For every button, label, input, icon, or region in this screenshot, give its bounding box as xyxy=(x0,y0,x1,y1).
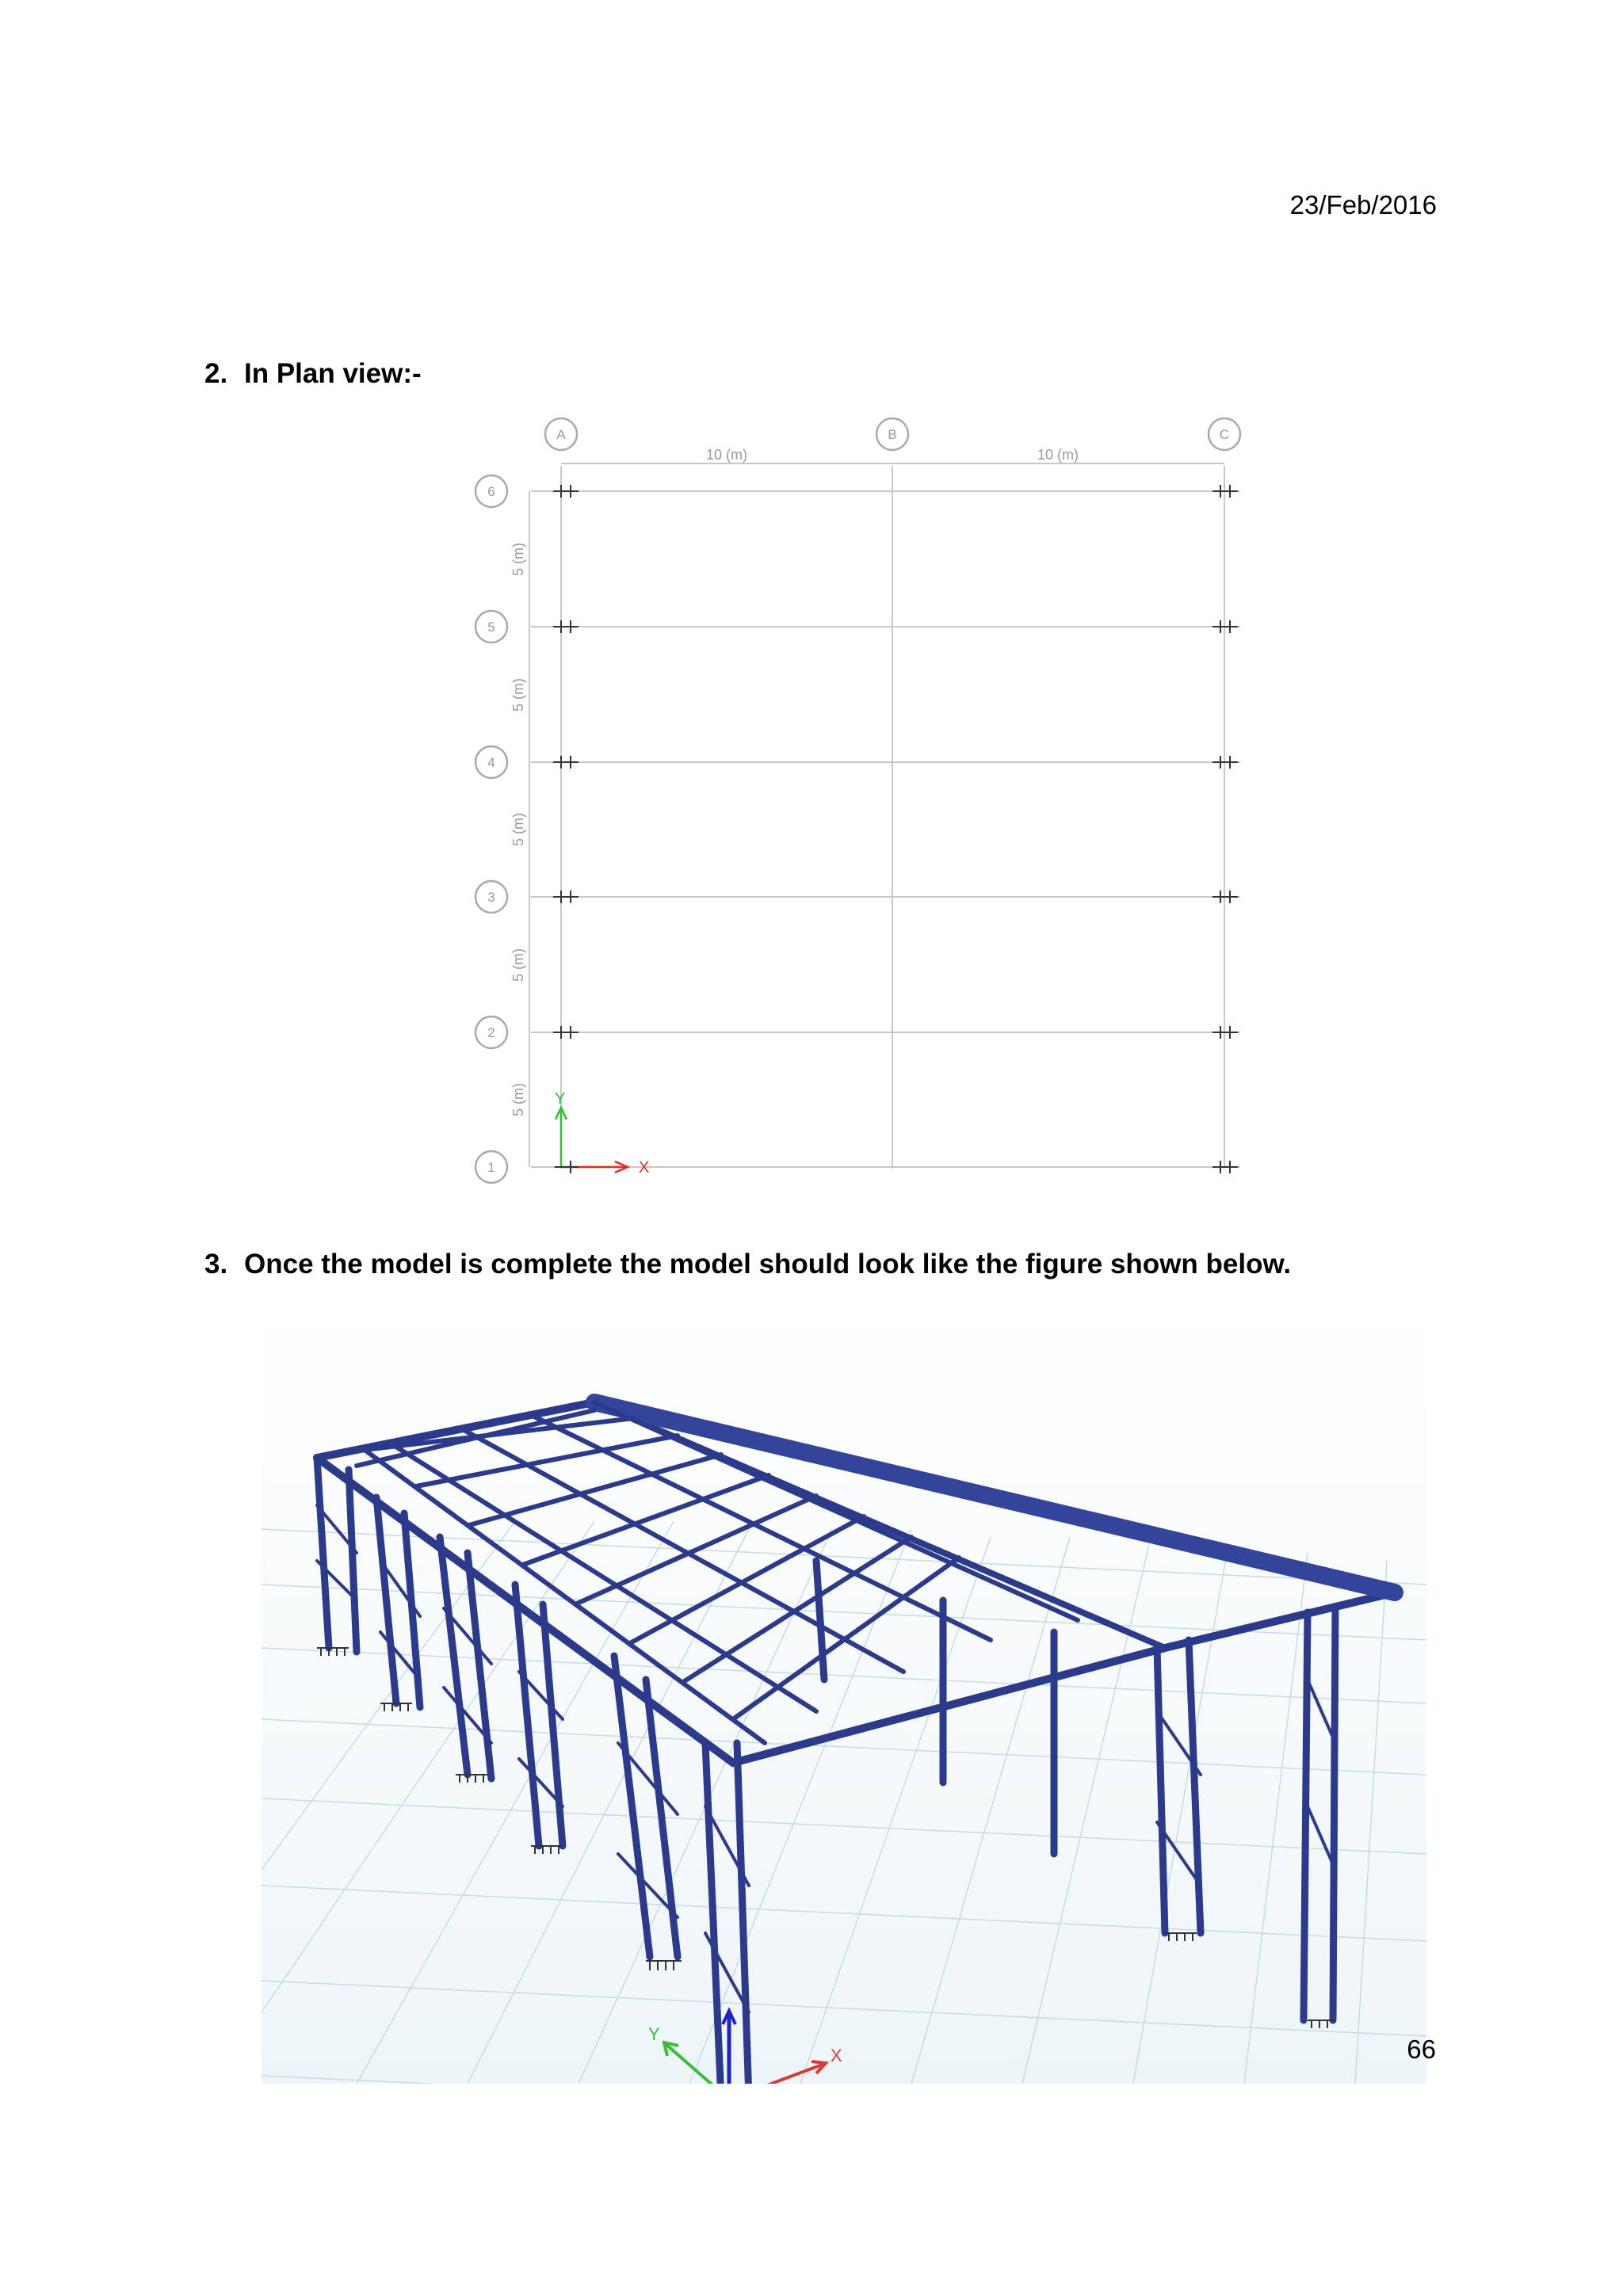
page-number: 66 xyxy=(1407,2035,1436,2064)
section-heading-model xyxy=(204,1249,1291,1280)
date: 23/Feb/2016 xyxy=(1289,190,1437,219)
x-spacing-label: 10 (m) xyxy=(1037,447,1079,463)
svg-text:6: 6 xyxy=(487,484,495,499)
axis-y-label-3d: Y xyxy=(648,2024,660,2044)
y-spacing-label: 5 (m) xyxy=(510,813,526,846)
plan-view-figure xyxy=(460,412,1252,1188)
svg-text:C: C xyxy=(1219,427,1230,442)
y-spacing-label: 5 (m) xyxy=(510,948,526,982)
section-title: In Plan view:- xyxy=(244,358,422,389)
grid-bubble-5 xyxy=(475,611,507,643)
y-spacing-label: 5 (m) xyxy=(510,543,526,576)
svg-text:B: B xyxy=(888,427,897,442)
y-spacing-label: 5 (m) xyxy=(510,1083,526,1116)
axis-y-label: Y xyxy=(555,1090,566,1108)
x-spacing-label: 10 (m) xyxy=(705,447,748,463)
grid-bubble-1 xyxy=(475,1151,507,1183)
grid-bubble-b xyxy=(876,418,908,450)
section-number: 2. xyxy=(204,358,228,389)
axis-x-label-3d: X xyxy=(831,2046,842,2065)
3d-model-figure xyxy=(262,1299,1426,2084)
svg-text:A: A xyxy=(556,427,566,442)
grid-bubble-6 xyxy=(475,475,507,507)
grid-bubble-2 xyxy=(475,1016,507,1048)
svg-text:2: 2 xyxy=(487,1025,495,1040)
plan-grid xyxy=(529,463,1240,1169)
section-number: 3. xyxy=(204,1249,228,1280)
grid-bubble-3 xyxy=(475,881,507,913)
axis-x-label: X xyxy=(639,1159,650,1177)
section-title: Once the model is complete the model should look like the figure shown below. xyxy=(244,1249,1292,1280)
grid-bubble-4 xyxy=(475,746,507,778)
svg-text:5: 5 xyxy=(487,620,495,635)
grid-bubble-c xyxy=(1209,418,1240,450)
svg-text:4: 4 xyxy=(487,755,495,770)
viewport-background xyxy=(262,1299,1426,2084)
grid-bubble-a xyxy=(545,418,577,450)
axis-triad xyxy=(555,1090,649,1177)
svg-text:3: 3 xyxy=(487,890,495,905)
y-spacing-label: 5 (m) xyxy=(510,678,526,711)
svg-text:1: 1 xyxy=(487,1160,495,1175)
column-support-marks xyxy=(553,485,1238,1173)
section-heading-plan-view xyxy=(204,358,422,390)
